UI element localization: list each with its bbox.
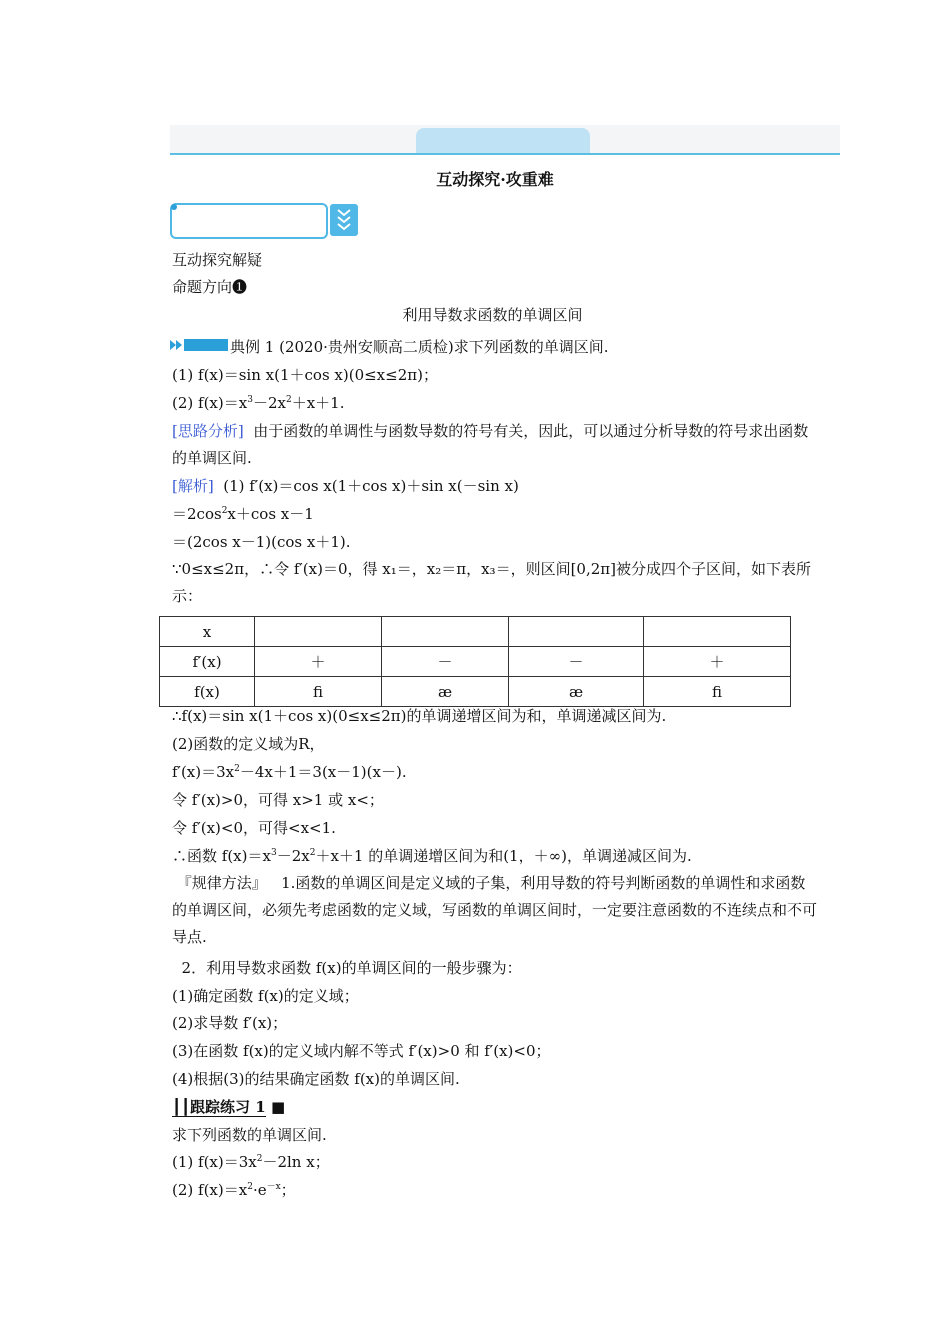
solution-line-10: ∴函数 $f(x)=x^3-2x^2+x+1$ 的单调递增区间为和(1，＋∞)，单调递减区间为. [172, 847, 692, 865]
method-tag: 『规律方法』 [176, 874, 267, 892]
example-label: 典例 1 [230, 338, 275, 356]
table-cell [644, 617, 791, 647]
table-cell: f(x) [160, 677, 255, 707]
practice-question-2: (2) $f(x)=x^2\cdot e^{-x}$； [172, 1181, 296, 1199]
practice-question-1: (1) $f(x)=3x^2-2\ln$ x； [172, 1153, 330, 1171]
practice-end-mark: ■ [270, 1098, 286, 1116]
table-cell: æ [509, 677, 644, 707]
example-problem-2: (2) $f(x)=x^3-2x^2+x+1$. [172, 394, 345, 412]
analysis-text: 由于函数的单调性与函数导数的符号有关，因此，可以通过分析导数的符号求出函数的单调区间. [172, 422, 809, 467]
table-cell: f′(x) [160, 647, 255, 677]
method-step-1: (1)确定函数 f(x)的定义域； [172, 987, 359, 1005]
sign-table [159, 616, 791, 707]
chevron-down-icon [330, 204, 358, 236]
table-cell: － [382, 647, 509, 677]
table-cell [382, 617, 509, 647]
solution-line-5: ∴f(x)＝sin x(1＋cos x)(0≤x≤2π)的单调递增区间为和，单调递减区间为. [172, 707, 667, 725]
table-row [160, 647, 791, 677]
table-row [160, 677, 791, 707]
table-cell: æ [382, 677, 509, 707]
table-cell: ﬁ [255, 677, 382, 707]
solution-line-9: 令 f′(x)<0，可得<x<1. [172, 819, 336, 837]
solution-line-8: 令 f′(x)>0，可得 x>1 或 x<； [172, 791, 384, 809]
analysis-paragraph [172, 418, 817, 472]
method-paragraph-2: 2．利用导数求函数 f(x)的单调区间的一般步骤为： [181, 959, 522, 977]
topic-title: 利用导数求函数的单调区间 [402, 306, 583, 324]
section-title: 互动探究·攻重难 [436, 170, 554, 189]
practice-heading [172, 1097, 285, 1117]
practice-label: ┃┃跟踪练习 1 [172, 1098, 266, 1116]
solution-line-2: $=2\cos^2x+\cos$ x－1 [172, 505, 314, 523]
box-dot-icon [171, 204, 177, 210]
header-tab [416, 128, 590, 154]
analysis-tag: [思路分析] [172, 422, 244, 440]
section-box [170, 203, 328, 239]
example-line [230, 337, 609, 357]
sub-heading: 互动探究解疑 [172, 251, 263, 269]
direction-heading: 命题方向❶ [172, 278, 248, 296]
table-row [160, 617, 791, 647]
solution-line-1: [解析] (1) f′(x)＝cos x(1＋cos x)＋sin x(－sin x) [172, 477, 519, 495]
practice-intro: 求下列函数的单调区间. [172, 1126, 327, 1144]
table-cell [509, 617, 644, 647]
method-step-2: (2)求导数 f′(x)； [172, 1014, 288, 1032]
example-source: (2020·贵州安顺高二质检)求下列函数的单调区间. [279, 338, 609, 356]
table-cell: － [509, 647, 644, 677]
table-cell: x [160, 617, 255, 647]
solution-tag: [解析] [172, 477, 214, 495]
solution-line-4: ∵0≤x≤2π，∴令 f′(x)＝0，得 x₁＝，x₂＝π，x₃＝，则区间[0,2π]被分成四个子区间，如下表所示： [172, 560, 811, 605]
table-cell [255, 617, 382, 647]
table-cell: ﬁ [644, 677, 791, 707]
table-cell: ＋ [255, 647, 382, 677]
double-arrow-icon [170, 337, 230, 356]
solution-line-6: (2)函数的定义域为R， [172, 735, 325, 753]
method-step-4: (4)根据(3)的结果确定函数 f(x)的单调区间. [172, 1070, 460, 1088]
table-cell: ＋ [644, 647, 791, 677]
header-rule [170, 153, 840, 155]
method-paragraph-1: 『规律方法』 1.函数的单调区间是定义域的子集，利用导数的符号判断函数的单调性和求函数的单调区间，必须先考虑函数的定义域，写函数的单调区间时，一定要注意函数的不连续点和不可导点. [172, 874, 818, 946]
solution-line-3: ＝(2cos x－1)(cos x＋1). [172, 533, 351, 551]
solution-line-7: $f'(x)=3x^2-4x+1=3(x-1)(x-)$. [172, 763, 407, 781]
example-problem-1: (1) f(x)＝sin x(1＋cos x)(0≤x≤2π)； [172, 366, 438, 384]
method-step-3: (3)在函数 f(x)的定义域内解不等式 f′(x)>0 和 f′(x)<0； [172, 1042, 551, 1060]
